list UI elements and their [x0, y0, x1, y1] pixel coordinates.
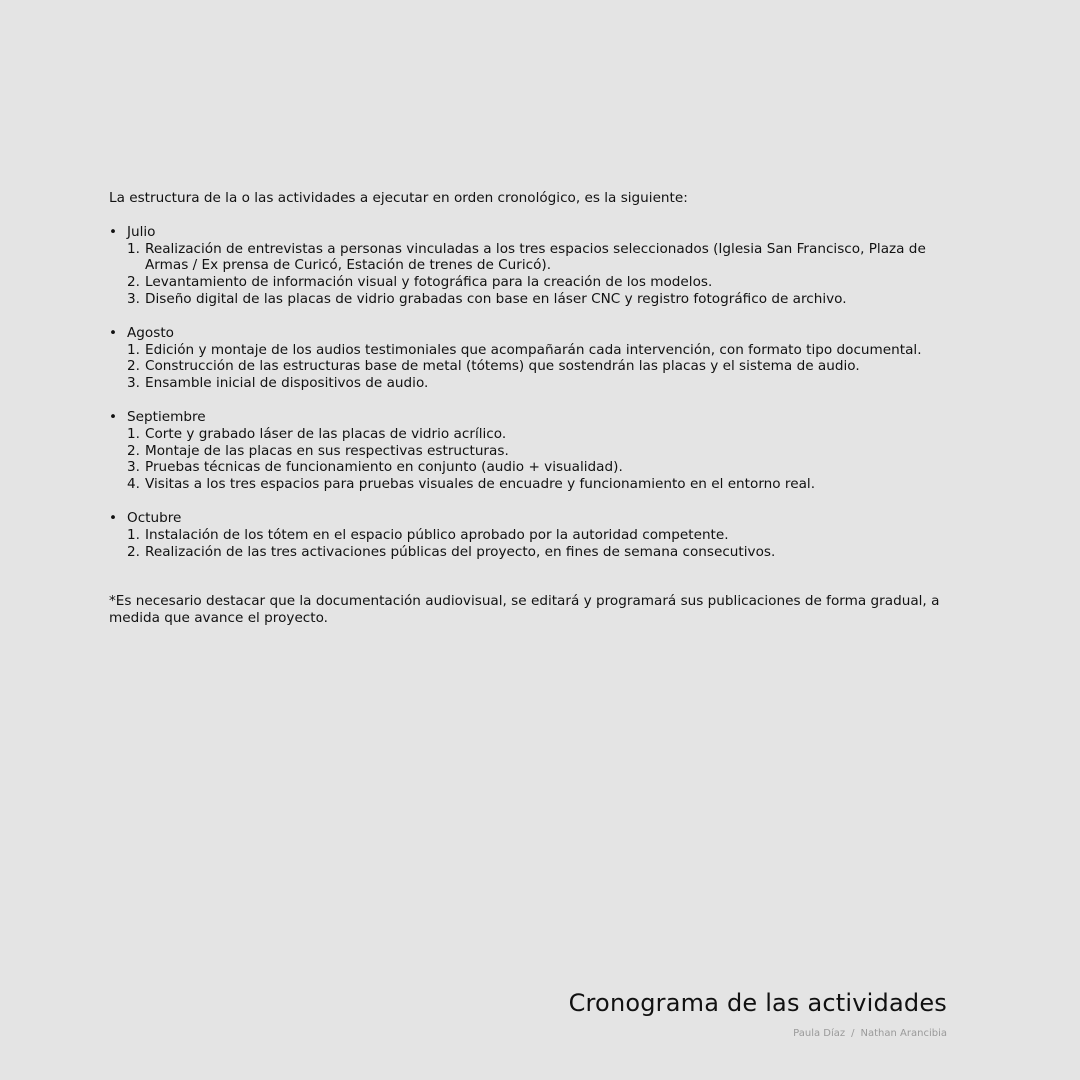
task-number: 2. [127, 274, 140, 291]
task-item [127, 358, 971, 375]
task-text: Corte y grabado láser de las placas de vidrio acrílico. [145, 425, 507, 442]
task-item [127, 342, 971, 359]
task-text: Visitas a los tres espacios para pruebas visuales de encuadre y funcionamiento en el entorno real. [145, 476, 816, 493]
month-item [109, 224, 971, 308]
month-name: • Septiembre [127, 408, 206, 425]
month-item [109, 325, 971, 392]
month-name: • Agosto [127, 324, 174, 341]
task-item [127, 527, 971, 544]
task-list [127, 241, 971, 308]
task-text: Pruebas técnicas de funcionamiento en conjunto (audio + visualidad). [145, 459, 623, 476]
task-text: Levantamiento de información visual y fotográfica para la creación de los modelos. [145, 274, 713, 291]
task-item [127, 274, 971, 291]
task-number: 3. [127, 290, 140, 307]
page-title: Cronograma de las actividades [568, 989, 947, 1017]
author-name: Paula Díaz [793, 1028, 846, 1039]
intro-text: La estructura de la o las actividades a ejecutar en orden cronológico, es la siguiente: [109, 190, 688, 206]
task-text: Instalación de los tótem en el espacio público aprobado por la autoridad competente. [145, 526, 729, 543]
task-item [127, 241, 971, 275]
task-list [127, 342, 971, 392]
task-number: 2. [127, 442, 140, 459]
task-item [127, 459, 971, 476]
task-number: 1. [127, 526, 140, 543]
footnote: *Es necesario destacar que la documentación audiovisual, se editará y programará sus publicaciones de forma gradual, a medida que avance el proyecto. [109, 593, 940, 627]
task-item [127, 476, 971, 493]
month-item [109, 409, 971, 493]
month-name: • Octubre [127, 509, 182, 526]
task-text: Montaje de las placas en sus respectivas estructuras. [145, 442, 509, 459]
author-separator: / [851, 1028, 855, 1039]
task-text: Ensamble inicial de dispositivos de audio. [145, 375, 429, 392]
author-name: Nathan Arancibia [860, 1028, 947, 1039]
task-number: 3. [127, 375, 140, 392]
authors [793, 1027, 947, 1040]
task-item [127, 291, 971, 308]
task-list [127, 527, 971, 561]
task-item [127, 375, 971, 392]
month-item [109, 510, 971, 560]
task-number: 2. [127, 358, 140, 375]
month-name: • Julio [127, 223, 156, 240]
task-text: Realización de entrevistas a personas vinculadas a los tres espacios seleccionados (Iglesia San Francisco, Plaza de Armas / Ex prensa de Curicó, Estación de trenes de Curicó). [145, 240, 926, 274]
task-number: 2. [127, 543, 140, 560]
document-body [109, 190, 971, 627]
task-item [127, 443, 971, 460]
task-text: Edición y montaje de los audios testimoniales que acompañarán cada intervención, con formato tipo documental. [145, 341, 922, 358]
task-item [127, 544, 971, 561]
task-list [127, 426, 971, 493]
task-text: Diseño digital de las placas de vidrio grabadas con base en láser CNC y registro fotográfico de archivo. [145, 290, 847, 307]
task-text: Construcción de las estructuras base de metal (tótems) que sostendrán las placas y el sistema de audio. [145, 358, 860, 375]
task-number: 1. [127, 341, 140, 358]
task-number: 1. [127, 425, 140, 442]
task-text: Realización de las tres activaciones públicas del proyecto, en fines de semana consecutivos. [145, 543, 776, 560]
task-number: 4. [127, 476, 140, 493]
task-number: 1. [127, 240, 140, 257]
task-item [127, 426, 971, 443]
task-number: 3. [127, 459, 140, 476]
month-list [109, 224, 971, 561]
